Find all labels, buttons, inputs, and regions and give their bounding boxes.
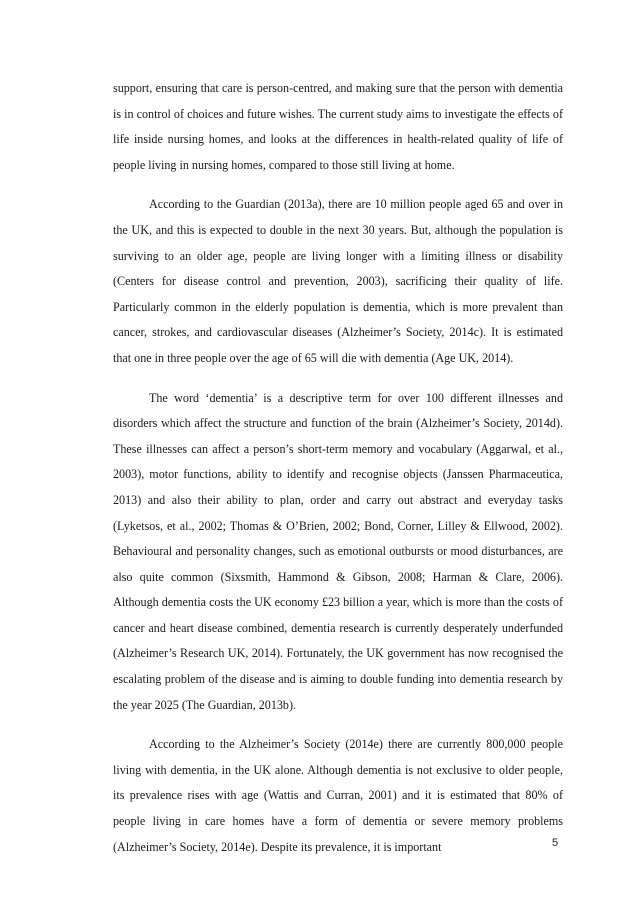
page-number: 5 <box>551 837 559 849</box>
paragraph-dementia-definition: The word ‘dementia’ is a descriptive term for over 100 different illnesses and disorders which affect the structure and function of the brain (Alzheimer’s Society, 2014d). These illnesses can affect a person’s short-term memory and vocabulary (Aggarwal, et al., 2003), motor functions, ability to identify and recognise objects (Janssen Pharmaceutica, 2013) and also their ability to plan, order and carry out abstract and everyday tasks (Lyketsos, et al., 2002; Thomas & O’Brien, 2002; Bond, Corner, Lilley & Ellwood, 2002). Behavioural and personality changes, such as emotional outbursts or mood disturbances, are also quite common (Sixsmith, Hammond & Gibson, 2008; Harman & Clare, 2006). Although dementia costs the UK economy £23 billion a year, which is more than the costs of cancer and heart disease combined, dementia research is currently desperately underfunded (Alzheimer’s Research UK, 2014). Fortunately, the UK government has now recognised the escalating problem of the disease and is aiming to double funding into dementia research by the year 2025 (The Guardian, 2013b). <box>113 390 563 712</box>
paragraph-guardian-statistics: According to the Guardian (2013a), there are 10 million people aged 65 and over in the UK, and this is expected to double in the next 30 years. But, although the population is surviving to an older age, people are living longer with a limiting illness or disability (Centers for disease control and prevention, 2003), sacrificing their quality of life. Particularly common in the elderly population is dementia, which is more prevalent than cancer, strokes, and cardiovascular diseases (Alzheimer’s Society, 2014c). It is estimated that one in three people over the age of 65 will die with dementia (Age UK, 2014). <box>113 197 563 365</box>
body-text <box>113 76 563 874</box>
paragraph-alzheimers-society: According to the Alzheimer’s Society (2014e) there are currently 800,000 people living with dementia, in the UK alone. Although dementia is not exclusive to older people, its prevalence rises with age (Wattis and Curran, 2001) and it is estimated that 80% of people living in care homes have a form of dementia or severe memory problems (Alzheimer’s Society, 2014e). Despite its prevalence, it is important <box>113 737 563 854</box>
paragraph-continued: support, ensuring that care is person-centred, and making sure that the person with dementia is in control of choices and future wishes. The current study aims to investigate the effects of life inside nursing homes, and looks at the differences in health-related quality of life of people living in nursing homes, compared to those still living at home. <box>113 81 563 172</box>
